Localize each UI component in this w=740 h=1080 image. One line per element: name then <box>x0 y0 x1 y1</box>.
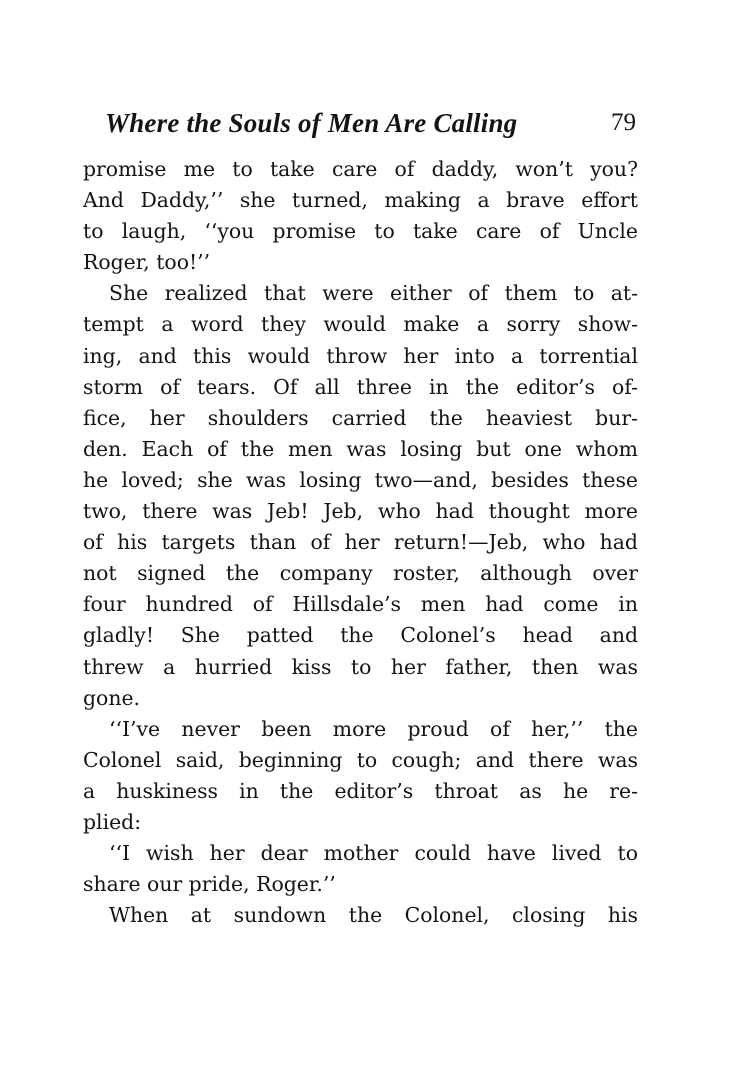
text-line: two, there was Jeb! Jeb, who had thought more <box>83 499 638 524</box>
text-line: storm of tears. Of all three in the editor’s of- <box>83 374 638 399</box>
text-line: tempt a word they would make a sorry show- <box>83 312 638 337</box>
text-line: gone. <box>83 685 141 710</box>
paragraph <box>83 154 638 278</box>
paragraph <box>83 278 638 713</box>
running-title: Where the Souls of Men Are Calling <box>105 108 518 138</box>
text-line: plied: <box>83 809 142 834</box>
text-line: She realized that were either of them to at- <box>109 281 638 306</box>
text-line: gladly! She patted the Colonel’s head and <box>83 623 638 648</box>
text-line: den. Each of the men was losing but one whom <box>83 436 638 461</box>
text-line: Colonel said, beginning to cough; and there was <box>83 747 638 772</box>
text-line: threw a hurried kiss to her father, then was <box>83 654 638 679</box>
text-line: not signed the company roster, although over <box>83 561 638 586</box>
text-line: fice, her shoulders carried the heaviest bur- <box>83 405 638 430</box>
text-line: of his targets than of her return!—Jeb, who had <box>83 530 638 555</box>
text-line: ing, and this would throw her into a torrential <box>83 343 638 368</box>
text-line: to laugh, ‘‘you promise to take care of Uncle <box>83 219 638 244</box>
paragraph <box>83 900 638 931</box>
running-head <box>83 108 638 142</box>
text-line: Roger, too!’’ <box>83 250 211 275</box>
text-line: four hundred of Hillsdale’s men had come in <box>83 592 638 617</box>
text-line: ‘‘I’ve never been more proud of her,’’ the <box>109 716 638 741</box>
text-line: a huskiness in the editor’s throat as he re- <box>83 778 638 803</box>
text-line: When at sundown the Colonel, closing his <box>109 903 638 928</box>
book-page <box>83 108 638 931</box>
paragraph <box>83 838 638 900</box>
text-line: he loved; she was losing two—and, besides these <box>83 467 638 492</box>
page-number: 79 <box>611 109 636 136</box>
paragraph <box>83 714 638 838</box>
text-line: share our pride, Roger.’’ <box>83 872 336 897</box>
text-line: promise me to take care of daddy, won’t you? <box>83 157 638 181</box>
body-text <box>83 154 638 931</box>
text-line: And Daddy,’’ she turned, making a brave effort <box>83 188 638 213</box>
text-line: ‘‘I wish her dear mother could have lived to <box>109 841 638 866</box>
